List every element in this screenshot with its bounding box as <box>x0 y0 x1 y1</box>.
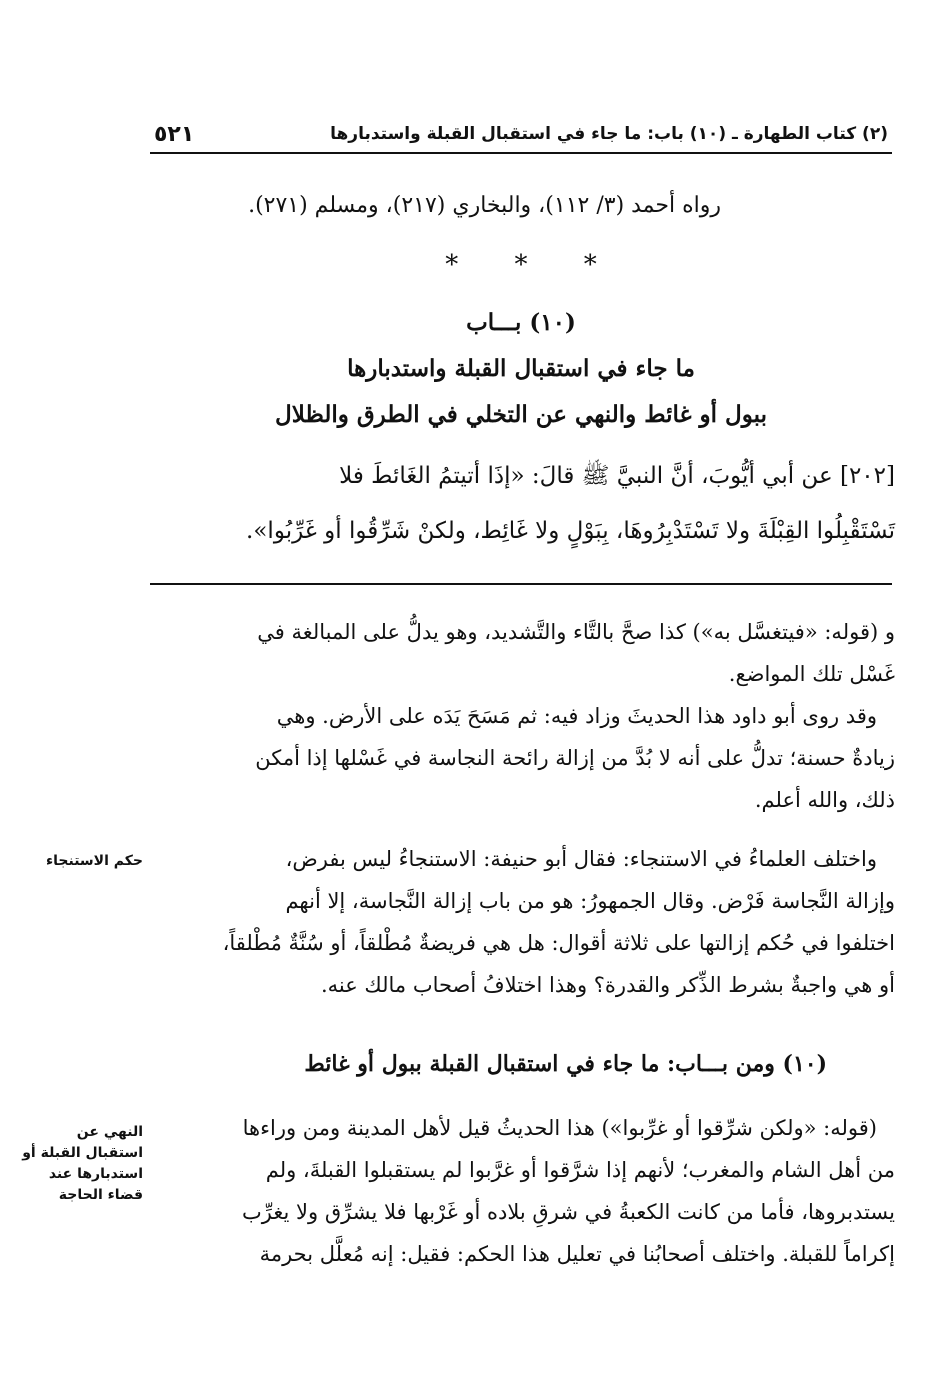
commentary-p4-line2: من أهل الشام والمغرب؛ لأنهم إذا شرَّقوا أو غرَّبوا لم يستقبلوا القبلةَ، ولم <box>265 1158 895 1182</box>
separator-stars: * * * <box>445 250 597 280</box>
running-title: (٢) كتاب الطهارة ـ (١٠) باب: ما جاء في استقبال القبلة واستدبارها <box>330 124 888 144</box>
commentary-p4-line1: (قوله: «ولكن شرِّقوا أو غرِّبوا») هذا الحديثُ قيل لأهل المدينة ومن وراءها <box>242 1116 877 1140</box>
commentary-p2-line2: زيادةٌ حسنة؛ تدلُّ على أنه لا بُدَّ من إزالة رائحة النجاسة في غَسْلها إذا أمكن <box>255 746 895 770</box>
chapter-title-line2: ببول أو غائط والنهي عن التخلي في الطرق والظلال <box>275 401 767 428</box>
commentary-p2-line3: ذلك، والله أعلم. <box>754 788 895 812</box>
margin-note-qibla-line1: النهي عن <box>76 1124 143 1140</box>
margin-note-qibla-line3: استدبارها عند <box>48 1166 143 1182</box>
margin-note-qibla-line2: استقبال القبلة أو <box>22 1145 143 1161</box>
sub-heading: (١٠) ومن بـــاب: ما جاء في استقبال القبلة ببول أو غائط <box>304 1051 827 1077</box>
margin-note-qibla <box>22 1122 143 1206</box>
source-line: رواه أحمد (٣/ ١١٢)، والبخاري (٢١٧)، ومسلم (٢٧١). <box>248 193 721 218</box>
margin-note-istinja: حكم الاستنجاء <box>45 853 143 869</box>
footnote-divider <box>150 583 892 585</box>
chapter-title-line1: ما جاء في استقبال القبلة واستدبارها <box>347 355 695 382</box>
commentary-p2-line1: وقد روى أبو داود هذا الحديثَ وزاد فيه: ثم مَسَحَ يَدَه على الأرض. وهي <box>276 704 877 728</box>
commentary-p3-line2: وإزالة النَّجاسة فَرْض. وقال الجمهورُ: هو من باب إزالة النَّجاسة، إلا أنهم <box>285 889 895 913</box>
margin-note-qibla-line4: قضاء الحاجة <box>58 1187 143 1203</box>
hadith-line2: تَسْتَقْبِلُوا القِبْلَةَ ولا تَسْتَدْبِرُوهَا، بِبَوْلٍ ولا غَائِط، ولكنْ شَرِّقُوا أو غَرِّبُوا». <box>246 518 895 544</box>
page-header <box>150 122 892 154</box>
commentary-p1-line2: غَسْل تلك المواضع. <box>728 662 895 686</box>
hadith-line1: [٢٠٢] عن أبي أيُّوبَ، أنَّ النبيَّ ﷺ قالَ: «إذَا أتيتمُ الغَائطَ فلا <box>339 463 895 489</box>
commentary-p3-line4: أو هي واجبةٌ بشرط الذِّكر والقدرة؟ وهذا اختلافُ أصحاب مالك عنه. <box>320 973 895 997</box>
chapter-number: (١٠) بـــاب <box>466 309 576 336</box>
commentary-p3-line3: اختلفوا في حُكم إزالتها على ثلاثة أقوال: هل هي فريضةٌ مُطْلقاً، أو سُنَّةٌ مُطْلقاً، <box>222 931 895 955</box>
commentary-p4-line4: إكراماً للقبلة. واختلف أصحابُنا في تعليل هذا الحكم: فقيل: إنه مُعلَّل بحرمة <box>259 1242 895 1266</box>
commentary-p4-line3: يستدبروها، فأما من كانت الكعبةُ في شرقِ بلاده أو غَرْبها فلا يشرِّق ولا يغرِّب <box>242 1200 895 1224</box>
commentary-p1-line1: و (قوله: «فيتغسَّل به») كذا صحَّ بالتَّاء والتَّشديد، وهو يدلُّ على المبالغة في <box>257 620 895 644</box>
commentary-p3-line1: واختلف العلماءُ في الاستنجاء: فقال أبو حنيفة: الاستنجاءُ ليس بفرض، <box>285 847 877 871</box>
page-number: ٥٢١ <box>154 122 195 147</box>
